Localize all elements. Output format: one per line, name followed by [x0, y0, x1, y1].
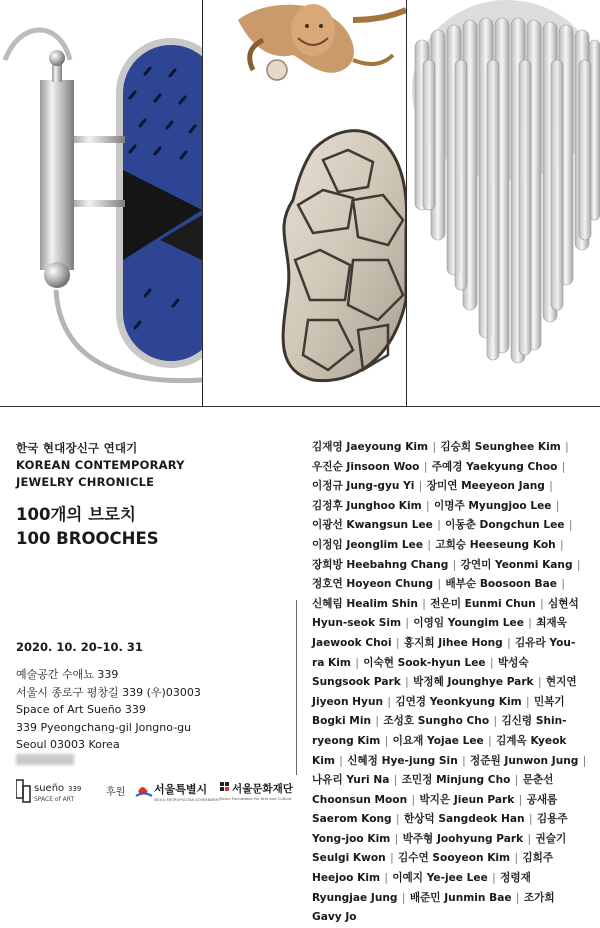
- separator: |: [503, 636, 515, 649]
- separator: |: [511, 774, 522, 787]
- brooch-image-2: [203, 0, 406, 406]
- artist-name: 박주형 Joohyung Park: [402, 832, 524, 845]
- artist-name: 배준민 Junmin Bae: [409, 891, 512, 904]
- artist-name: 우진순 Jinsoon Woo: [312, 460, 420, 473]
- artist-name: 김연경 Yeonkyung Kim: [395, 695, 522, 708]
- separator: |: [525, 813, 536, 826]
- seoul-name: 서울특별시: [154, 783, 208, 796]
- separator: |: [401, 676, 413, 689]
- artist-name: 문춘선 Choonsun Moon: [312, 774, 554, 806]
- artist-name: 주예경 Yaekyung Choo: [431, 460, 558, 473]
- artist-name: 이숙현 Sook-hyun Lee: [363, 656, 486, 669]
- separator: |: [488, 872, 500, 885]
- separator: |: [429, 441, 440, 453]
- separator: |: [573, 558, 581, 571]
- brooch-image-3: [407, 0, 600, 406]
- separator: |: [534, 676, 545, 689]
- artist-name: 김유라 You-ra Kim: [312, 636, 576, 669]
- venue-line: Seoul 03003 Korea: [16, 738, 120, 751]
- separator: |: [398, 891, 409, 904]
- artist-name: 공새롬 Saerom Kong: [312, 793, 558, 826]
- artist-list: [312, 438, 587, 928]
- artist-name: 김희주 Heejoo Kim: [312, 852, 554, 885]
- artist-name: 신혜림 Healim Shin: [312, 597, 418, 610]
- separator: |: [415, 480, 426, 493]
- artist-name: 정호연 Hoyeon Chung: [312, 578, 434, 591]
- separator: |: [458, 754, 470, 767]
- artist-name: 이동춘 Dongchun Lee: [445, 519, 565, 532]
- separator: |: [522, 695, 533, 708]
- separator: |: [545, 480, 553, 493]
- subtitle-en-2: JEWELRY CHRONICLE: [16, 475, 155, 489]
- venue-line: 예술공간 수애뇨 339: [16, 668, 119, 681]
- sueno-logo-icon: [16, 780, 30, 802]
- artist-name: 이정규 Jung-gyu Yi: [312, 480, 415, 493]
- artist-name: 이명주 Myungjoo Lee: [433, 499, 552, 512]
- venue-line: Space of Art Sueño 339: [16, 703, 146, 716]
- artist-name: 배부순 Boosoon Bae: [445, 578, 557, 591]
- separator: |: [392, 636, 403, 649]
- artist-name: 조성호 Sungho Cho: [383, 715, 490, 728]
- artwork-banner: [0, 0, 600, 406]
- artist-name: 박성숙 Sungsook Park: [312, 656, 529, 689]
- artist-name: 조민정 Minjung Cho: [401, 774, 511, 787]
- seoul-sub: SEOUL METROPOLITAN GOVERNMENT: [154, 798, 221, 802]
- venue-address: [16, 666, 201, 754]
- separator: |: [515, 793, 526, 806]
- separator: |: [565, 519, 573, 532]
- seoul-logo-icon: [136, 787, 152, 796]
- artist-name: 전은미 Eunmi Chun: [430, 597, 536, 610]
- artist-name: 박지은 Jieun Park: [419, 793, 515, 806]
- subtitle-ko: 한국 현대장신구 연대기: [16, 441, 138, 455]
- separator: |: [418, 597, 430, 610]
- exhibition-info: [16, 440, 276, 551]
- separator: |: [552, 499, 560, 512]
- separator: |: [561, 441, 569, 453]
- separator: |: [381, 872, 392, 885]
- artist-name: 고희승 Heeseung Koh: [435, 538, 556, 551]
- separator: |: [486, 656, 497, 669]
- separator: |: [422, 499, 433, 512]
- separator: |: [449, 558, 460, 571]
- artist-name: 김수연 Sooyeon Kim: [398, 852, 511, 865]
- separator: |: [558, 460, 566, 473]
- artist-name: 김용주 Yong-joo Kim: [312, 813, 568, 845]
- artist-name: 이영임 Youngim Lee: [413, 617, 524, 630]
- separator: |: [408, 793, 419, 806]
- separator: |: [351, 656, 363, 669]
- foundation-logo-icon: [220, 782, 229, 791]
- artist-name: 장미연 Meeyeon Jang: [426, 480, 545, 493]
- separator: |: [392, 813, 403, 826]
- artist-name: 강연미 Yeonmi Kang: [460, 558, 573, 571]
- artist-name: 김정후 Junghoo Kim: [312, 499, 422, 512]
- logo-strip: [16, 778, 306, 804]
- artist-name: 홍지희 Jihee Hong: [403, 636, 503, 649]
- sueno-name: sueño: [34, 783, 65, 794]
- separator: |: [381, 734, 392, 747]
- separator: |: [579, 754, 587, 767]
- artist-name: 신혜정 Hye-jung Sin: [347, 754, 458, 767]
- separator: |: [372, 715, 383, 728]
- exhibition-dates: 2020. 10. 20–10. 31: [16, 640, 143, 654]
- separator: |: [386, 852, 398, 865]
- separator: |: [391, 832, 402, 845]
- separator: |: [511, 852, 522, 865]
- artist-name: 정령재 Ryungjae Jung: [312, 872, 531, 904]
- separator: |: [536, 597, 548, 610]
- section-divider: [0, 406, 600, 407]
- separator: |: [424, 538, 435, 551]
- sueno-sub: SPACE of ART: [34, 796, 75, 803]
- separator: |: [557, 578, 565, 591]
- artist-name: 이정임 Jeonglim Lee: [312, 538, 424, 551]
- sueno-number: 339: [68, 785, 82, 793]
- sponsor-logos: [16, 778, 306, 804]
- separator: |: [402, 617, 413, 630]
- artist-name: 한상덕 Sangdeok Han: [403, 813, 525, 826]
- separator: |: [434, 578, 445, 591]
- title-en: 100 BROOCHES: [16, 529, 159, 548]
- venue-line: 서울시 종로구 평창길 339 (우)03003: [16, 685, 201, 699]
- separator: |: [433, 519, 445, 532]
- artist-name: 김계옥 Kyeok Kim: [312, 734, 567, 767]
- artist-name: 조가희 Gavy Jo: [312, 891, 555, 924]
- separator: |: [556, 538, 564, 551]
- artist-name: 정준원 Junwon Jung: [470, 754, 579, 767]
- subtitle-en-1: KOREAN CONTEMPORARY: [16, 458, 185, 472]
- artist-name: 권슬기 Seulgi Kwon: [312, 832, 567, 865]
- separator: |: [512, 891, 523, 904]
- separator: |: [420, 460, 431, 473]
- separator: |: [524, 832, 535, 845]
- sponsor-label: 후원: [106, 787, 126, 798]
- artist-name: 이예지 Ye-jee Lee: [392, 872, 488, 885]
- artist-name: 김재영 Jaeyoung Kim: [312, 441, 429, 453]
- separator: |: [484, 734, 496, 747]
- foundation-name: 서울문화재단: [232, 783, 293, 795]
- separator: |: [335, 754, 347, 767]
- column-rule: [296, 600, 297, 775]
- separator: |: [524, 617, 536, 630]
- artist-name: 이광선 Kwangsun Lee: [312, 519, 433, 532]
- artist-name: 최재욱 Jaewook Choi: [312, 617, 567, 649]
- artist-name: 박정혜 Jounghye Park: [413, 676, 534, 689]
- artist-name: 나유리 Yuri Na: [312, 774, 390, 787]
- artist-name: 장희방 Heebahng Chang: [312, 558, 449, 571]
- separator: |: [384, 695, 395, 708]
- artist-name: 민복기 Bogki Min: [312, 695, 565, 728]
- artist-name: 심현석 Hyun-seok Sim: [312, 597, 579, 630]
- separator: |: [390, 774, 401, 787]
- artist-name: 이요재 Yojae Lee: [392, 734, 484, 747]
- title-ko: 100개의 브로치: [16, 505, 136, 524]
- foundation-sub: Seoul Foundation for Arts and Culture: [220, 796, 292, 801]
- redacted-text: [16, 754, 74, 765]
- artist-name: 김승희 Seunghee Kim: [440, 441, 561, 453]
- venue-line: 339 Pyeongchang-gil Jongno-gu: [16, 720, 192, 734]
- artist-name: 김신령 Shin-ryeong Kim: [312, 715, 567, 747]
- artist-name: 현지연 Jiyeon Hyun: [312, 676, 577, 708]
- separator: |: [490, 715, 501, 728]
- brooch-image-1: [0, 0, 202, 406]
